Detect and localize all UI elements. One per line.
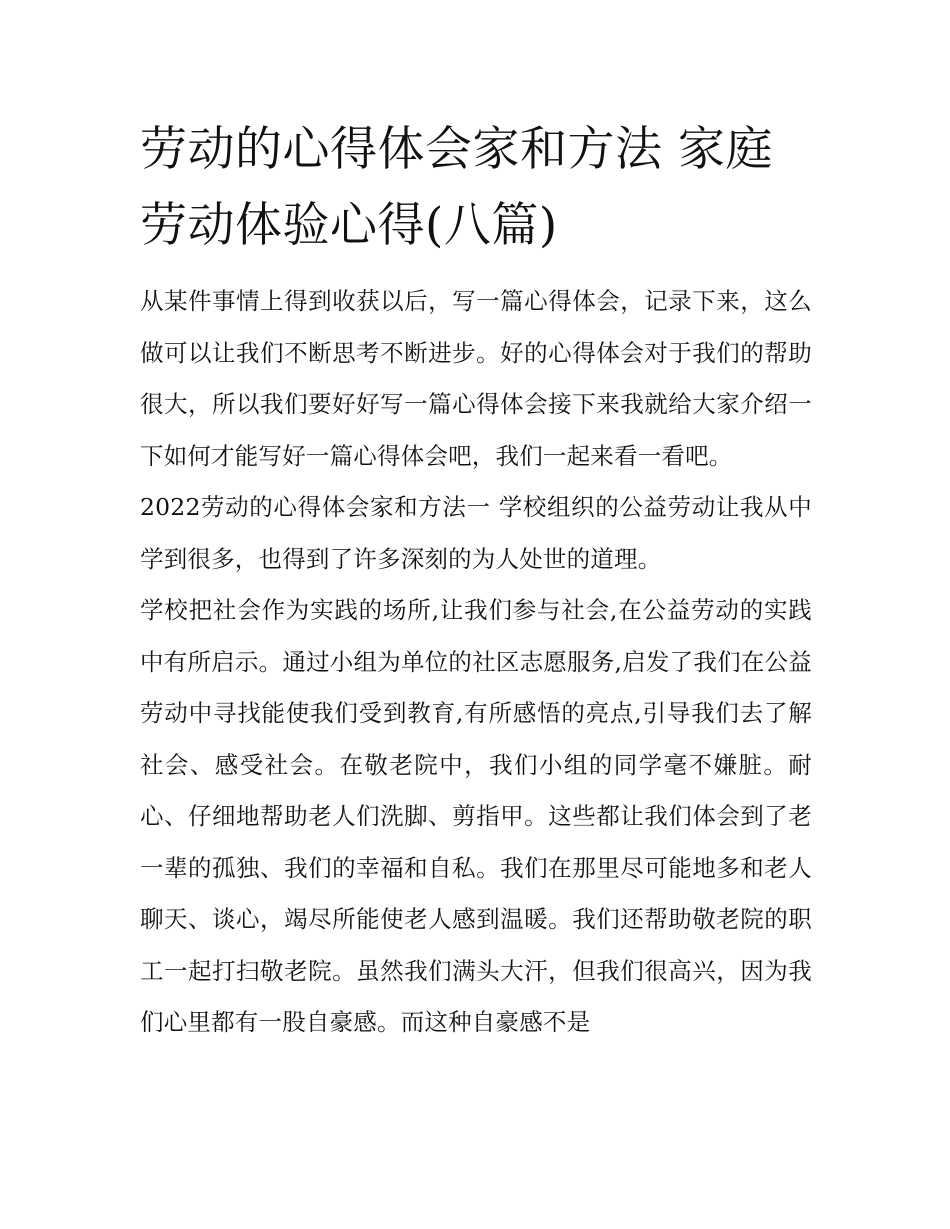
paragraph-intro: 从某件事情上得到收获以后，写一篇心得体会，记录下来，这么做可以让我们不断思考不断进步。好的心得体会对于我们的帮助很大，所以我们要好好写一篇心得体会接下来我就给大家介绍一下如何才能写好一篇心得体会吧，我们一起来看一看吧。 [140,287,812,470]
paragraph-section-one: 2022劳动的心得体会家和方法一 学校组织的公益劳动让我从中学到很多，也得到了许多深刻的为人处世的道理。 [140,493,812,573]
document-title: 劳动的心得体会家和方法 家庭劳动体验心得(八篇) [140,122,773,253]
document-page [140,112,812,1049]
paragraph-body: 学校把社会作为实践的场所,让我们参与社会,在公益劳动的实践中有所启示。通过小组为单位的社区志愿服务,启发了我们在公益劳动中寻找能使我们受到教育,有所感悟的亮点,引导我们去了解社会、感受社会。在敬老院中，我们小组的同学毫不嫌脏。耐心、仔细地帮助老人们洗脚、剪指甲。这些都让我们体会到了老一辈的孤独、我们的幸福和自私。我们在那里尽可能地多和老人聊天、谈心，竭尽所能使老人感到温暖。我们还帮助敬老院的职工一起打扫敬老院。虽然我们满头大汗，但我们很高兴，因为我们心里都有一股自豪感。而这种自豪感不是 [140,596,812,1036]
